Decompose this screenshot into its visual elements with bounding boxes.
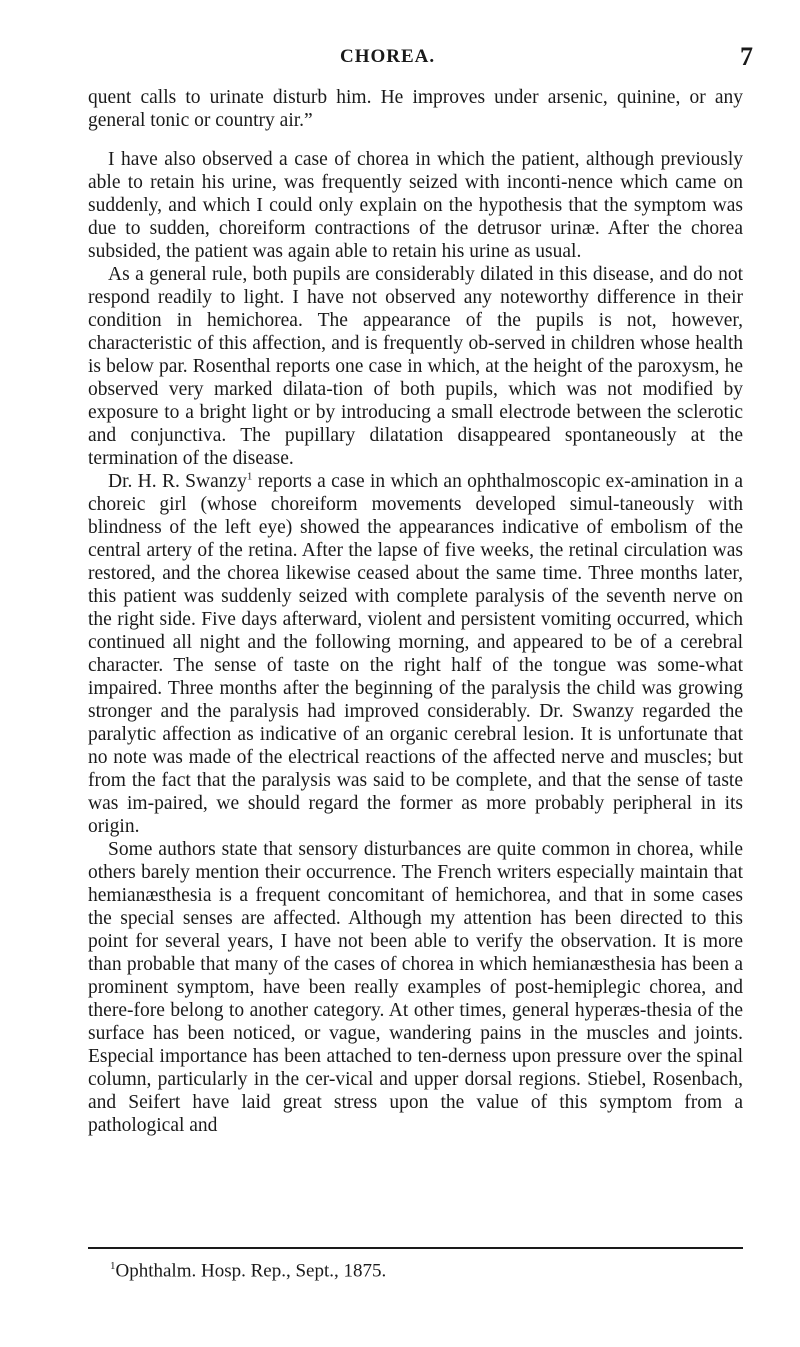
- paragraph-urine-incontinence: I have also observed a case of chorea in which the patient, although previously able to retain his urine, was frequently seized with inconti-nence which came on suddenly, and which I could only explain on the hypothesis that the symptom was due to sudden, choreiform contractions of the detrusor urinæ. After the chorea subsided, the patient was again able to retain his urine as usual.: [88, 149, 743, 262]
- footnote-marker: 1: [110, 1260, 116, 1272]
- body-text: [88, 86, 743, 1137]
- footnote: [110, 1260, 386, 1282]
- paragraph-swanzy-case: [88, 470, 743, 838]
- footnote-reference: 1: [246, 470, 253, 483]
- paragraph-sensory-disturbances: Some authors state that sensory disturbances are quite common in chorea, while others barely mention their occurrence. The French writers especially maintain that hemianæsthesia is a frequent concomitant of hemichorea, and that in some cases the special senses are affected. Although my attention has been directed to this point for several years, I have not been able to verify the observation. It is more than probable that many of the cases of chorea in which hemianæsthesia has been a prominent symptom, have been really examples of post-hemiplegic chorea, and there-fore belong to another category. At other times, general hyperæs-thesia of the surface has been noticed, or vague, wandering pains in the muscles and joints. Especial importance has been attached to ten-derness upon pressure over the spinal column, particularly in the cer-vical and upper dorsal regions. Stiebel, Rosenbach, and Seifert have laid great stress upon the value of this symptom from a pathological and: [88, 839, 743, 1136]
- running-title: CHOREA.: [340, 46, 436, 67]
- footnote-text: Ophthalm. Hosp. Rep., Sept., 1875.: [115, 1260, 387, 1282]
- paragraph-continued: quent calls to urinate disturb him. He improves under arsenic, quinine, or any general tonic or country air.”: [88, 87, 743, 131]
- footnote-divider: [88, 1247, 743, 1249]
- page-number: 7: [740, 42, 753, 71]
- paragraph-swanzy-start: Dr. H. R. Swanzy: [108, 471, 247, 492]
- running-head: [0, 42, 800, 78]
- paragraph-swanzy-rest: reports a case in which an ophthalmoscopic ex-amination in a choreic girl (whose choreiform movements developed simul-taneously with blindness of the left eye) showed the appearances indicative of embolism of the central artery of the retina. After the lapse of five weeks, the retinal circulation was restored, and the chorea likewise ceased about the same time. Three months later, this patient was suddenly seized with complete paralysis of the seventh nerve on the right side. Five days afterward, violent and persistent vomiting occurred, which continued all night and the following morning, and appeared to be of a cerebral character. The sense of taste on the right half of the tongue was some-what impaired. Three months after the beginning of the paralysis the child was growing stronger and the paralysis had improved considerably. Dr. Swanzy regarded the paralytic affection as indicative of an organic cerebral lesion. It is unfortunate that no note was made of the electrical reactions of the affected nerve and muscles; but from the fact that the paralysis was said to be complete, and that the sense of taste was im-paired, we should regard the former as more probably peripheral in its origin.: [88, 471, 744, 837]
- paragraph-pupils: As a general rule, both pupils are considerably dilated in this disease, and do not respond readily to light. I have not observed any noteworthy difference in their condition in hemichorea. The appearance of the pupils is not, however, characteristic of this affection, and is frequently ob-served in children whose health is below par. Rosenthal reports one case in which, at the height of the paroxysm, he observed very marked dilata-tion of both pupils, which was not modified by exposure to a bright light or by introducing a small electrode between the sclerotic and conjunctiva. The pupillary dilatation disappeared spontaneously at the termination of the disease.: [88, 264, 743, 469]
